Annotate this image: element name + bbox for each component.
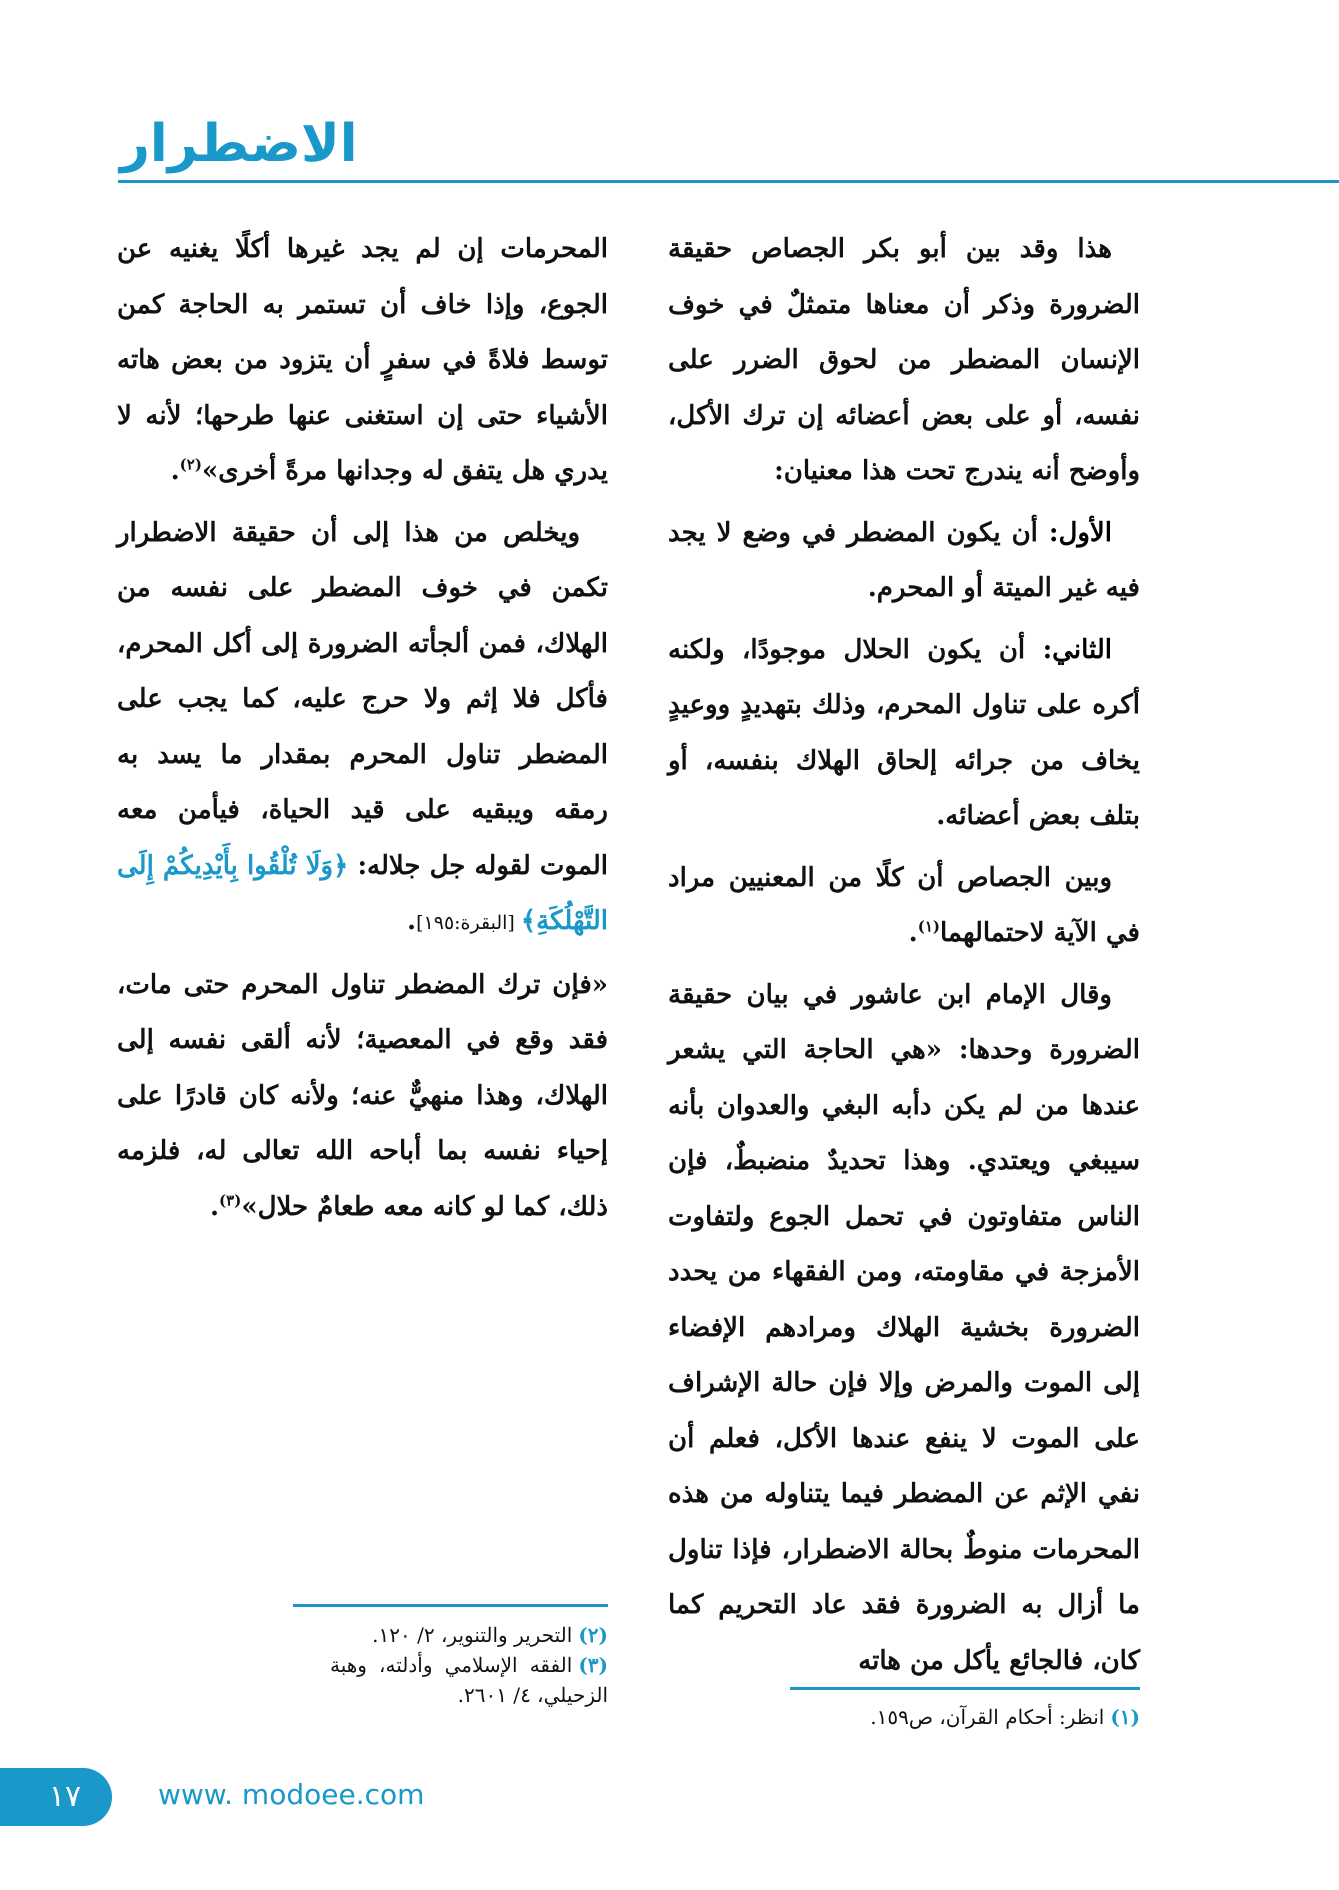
term-first: الأول: (1048, 517, 1112, 548)
footnote-text: انظر: أحكام القرآن، ص١٥٩. (870, 1705, 1105, 1729)
paragraph (668, 851, 1140, 962)
punctuation: . (407, 906, 417, 936)
footnotes-left (330, 1620, 608, 1710)
footnote-number: (١) (1110, 1705, 1140, 1729)
paragraph-second-meaning (668, 623, 1140, 845)
paragraph-text: المحرمات إن لم يجد غيرها أكلًا يغنيه عن الجوع، وإذا خاف أن تستمر به الحاجة كمن توسط فلاةً في سفرٍ أن يتزود من بعض هاته الأشياء حتى إن استغنى عنها طرحها؛ لأنه لا يدري هل يتفق له وجدانها مرةً أخرى» (117, 234, 608, 486)
running-header-title: الاضطرار (120, 114, 358, 174)
footnote-text: التحرير والتنوير، ٢/ ١٢٠. (372, 1623, 573, 1647)
punctuation: . (908, 918, 918, 948)
footnote (720, 1702, 1140, 1732)
footnotes-right (720, 1702, 1140, 1732)
punctuation: . (209, 1191, 220, 1222)
footnote (330, 1650, 608, 1710)
paragraph-text: «فإن ترك المضطر تناول المحرم حتى مات، فقد وقع في المعصية؛ لأنه ألقى نفسه إلى الهلاك، وهذا منهيٌّ عنه؛ ولأنه كان قادرًا على إحياء نفسه بما أباحه الله تعالى له، فلزمه ذلك، كما لو كانه معه طعامٌ حلال» (117, 969, 608, 1222)
page-number: ١٧ (48, 1779, 82, 1814)
header-rule (118, 180, 1339, 183)
footnote-marker[interactable]: (٣) (219, 1190, 242, 1209)
paragraph: وقال الإمام ابن عاشور في بيان حقيقة الضرورة وحدها: «هي الحاجة التي يشعر عندها من لم يكن دأبه البغي والعدوان بأنه سيبغي ويعتدي. وهذا تحديدٌ منضبطٌ، فإن الناس متفاوتون في تحمل الجوع ولتفاوت الأمزجة في مقاومته، ومن الفقهاء من يحدد الضرورة بخشية الهلاك ومرادهم الإفضاء إلى الموت والمرض وإلا فإن حالة الإشراف على الموت لا ينفع عندها الأكل، فعلم أن نفي الإثم عن المضطر فيما يتناوله من هذه المحرمات منوطٌ بحالة الاضطرار، فإذا تناول ما أزال به الضرورة فقد عاد التحريم كما كان، فالجائع يأكل من هاته (668, 979, 1140, 1676)
paragraph (117, 958, 608, 1236)
footnote-number: (٢) (578, 1623, 608, 1647)
paragraph-first-meaning (668, 506, 1140, 617)
footnote-rule (293, 1604, 608, 1607)
term-second: الثاني: (1042, 634, 1112, 665)
paragraph: هذا وقد بين أبو بكر الجصاص حقيقة الضرورة وذكر أن معناها متمثلٌ في خوف الإنسان المضطر من لحوق الضرر على نفسه، أو على بعض أعضائه إن ترك الأكل، وأوضح أنه يندرج تحت هذا معنيان: (668, 234, 1140, 486)
footnote-text: الفقه الإسلامي وأدلته، وهبة الزحيلي، ٤/ ٢٦٠١. (330, 1653, 608, 1707)
paragraph-text: أن يكون الحلال موجودًا، ولكنه أكره على تناول المحرم، وذلك بتهديدٍ ووعيدٍ يخاف من جرائه إلحاق الهلاك بنفسه، أو بتلف بعض أعضائه. (668, 634, 1140, 831)
quran-verse: ﴿وَلَا تُلْقُوا بِأَيْدِيكُمْ إِلَى التَّهْلُكَةِ﴾ (117, 850, 608, 936)
paragraph-text: أن يكون المضطر في وضع لا يجد فيه غير الميتة أو المحرم. (668, 517, 1140, 603)
paragraph-text: ويخلص من هذا إلى أن حقيقة الاضطرار تكمن في خوف المضطر على نفسه من الهلاك، فمن ألجأته الضرورة إلى أكل المحرم، فأكل فلا إثم ولا حرج عليه، كما يجب على المضطر تناول المحرم بمقدار ما يسد به رمقه ويبقيه على قيد الحياة، فيأمن معه الموت لقوله جل جلاله: (117, 517, 609, 881)
left-text-column (117, 222, 608, 1235)
footnote-marker[interactable]: (١) (917, 917, 940, 936)
footnote (330, 1620, 608, 1650)
footnote-number: (٣) (578, 1653, 608, 1677)
punctuation: . (170, 456, 180, 486)
right-text-column (668, 222, 1140, 1689)
paragraph (117, 222, 608, 500)
site-url-link[interactable]: www. modoee.com (158, 1778, 425, 1811)
paragraph (117, 506, 608, 952)
quran-reference: [البقرة:١٩٥] (416, 912, 521, 934)
paragraph-text: وبين الجصاص أن كلًا من المعنيين مراد في الآية لاحتمالهما (668, 862, 1140, 948)
footnote-rule (790, 1687, 1140, 1690)
footnote-marker[interactable]: (٢) (179, 455, 202, 474)
